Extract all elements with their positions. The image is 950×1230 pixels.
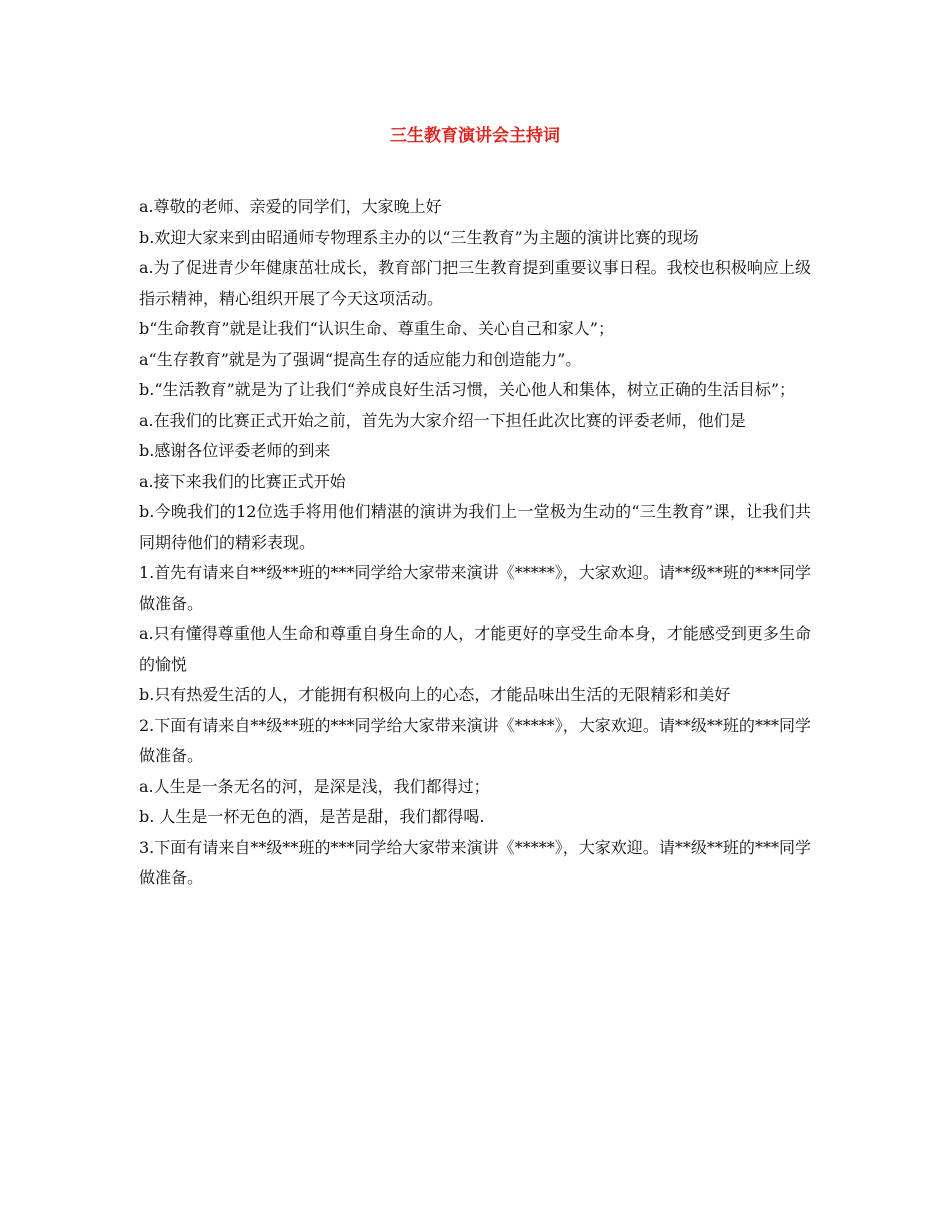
paragraph: 2.下面有请来自**级**班的***同学给大家带来演讲《*****》，大家欢迎。请**级**班的***同学做准备。 [139, 715, 811, 765]
paragraph: b.只有热爱生活的人，才能拥有积极向上的心态，才能品味出生活的无限精彩和美好 [139, 685, 731, 704]
document-body [139, 192, 811, 894]
document-title: 三生教育演讲会主持词 [390, 126, 560, 146]
paragraph: b. 人生是一杯无色的酒，是苦是甜，我们都得喝. [139, 807, 485, 826]
paragraph: a.接下来我们的比赛正式开始 [139, 471, 346, 491]
paragraph: b.欢迎大家来到由昭通师专物理系主办的以“三生教育”为主题的演讲比赛的现场 [139, 227, 699, 247]
paragraph: b.感谢各位评委老师的到来 [139, 441, 331, 460]
paragraph: b.今晚我们的12位选手将用他们精湛的演讲为我们上一堂极为生动的“三生教育”课，让我们共同期待他们的精彩表现。 [139, 502, 811, 552]
paragraph: a.人生是一条无名的河，是深是浅，我们都得过； [139, 776, 490, 796]
paragraph: 1.首先有请来自**级**班的***同学给大家带来演讲《*****》，大家欢迎。请**级**班的***同学做准备。 [139, 563, 811, 613]
paragraph: b“生命教育”就是让我们“认识生命、尊重生命、关心自己和家人”； [139, 319, 614, 338]
paragraph: a.在我们的比赛正式开始之前，首先为大家介绍一下担任此次比赛的评委老师，他们是 [139, 410, 746, 430]
paragraph: a“生存教育”就是为了强调“提高生存的适应能力和创造能力”。 [139, 349, 582, 369]
paragraph: b.“生活教育”就是为了让我们“养成良好生活习惯，关心他人和集体，树立正确的生活目标”； [139, 380, 796, 399]
paragraph: a.只有懂得尊重他人生命和尊重自身生命的人，才能更好的享受生命本身，才能感受到更多生命的愉悦 [139, 624, 811, 674]
paragraph: 3.下面有请来自**级**班的***同学给大家带来演讲《*****》，大家欢迎。请**级**班的***同学做准备。 [139, 837, 811, 887]
paragraph: a.尊敬的老师、亲爱的同学们，大家晚上好 [139, 197, 442, 216]
paragraph: a.为了促进青少年健康茁壮成长，教育部门把三生教育提到重要议事日程。我校也积极响应上级指示精神，精心组织开展了今天这项活动。 [139, 258, 811, 308]
